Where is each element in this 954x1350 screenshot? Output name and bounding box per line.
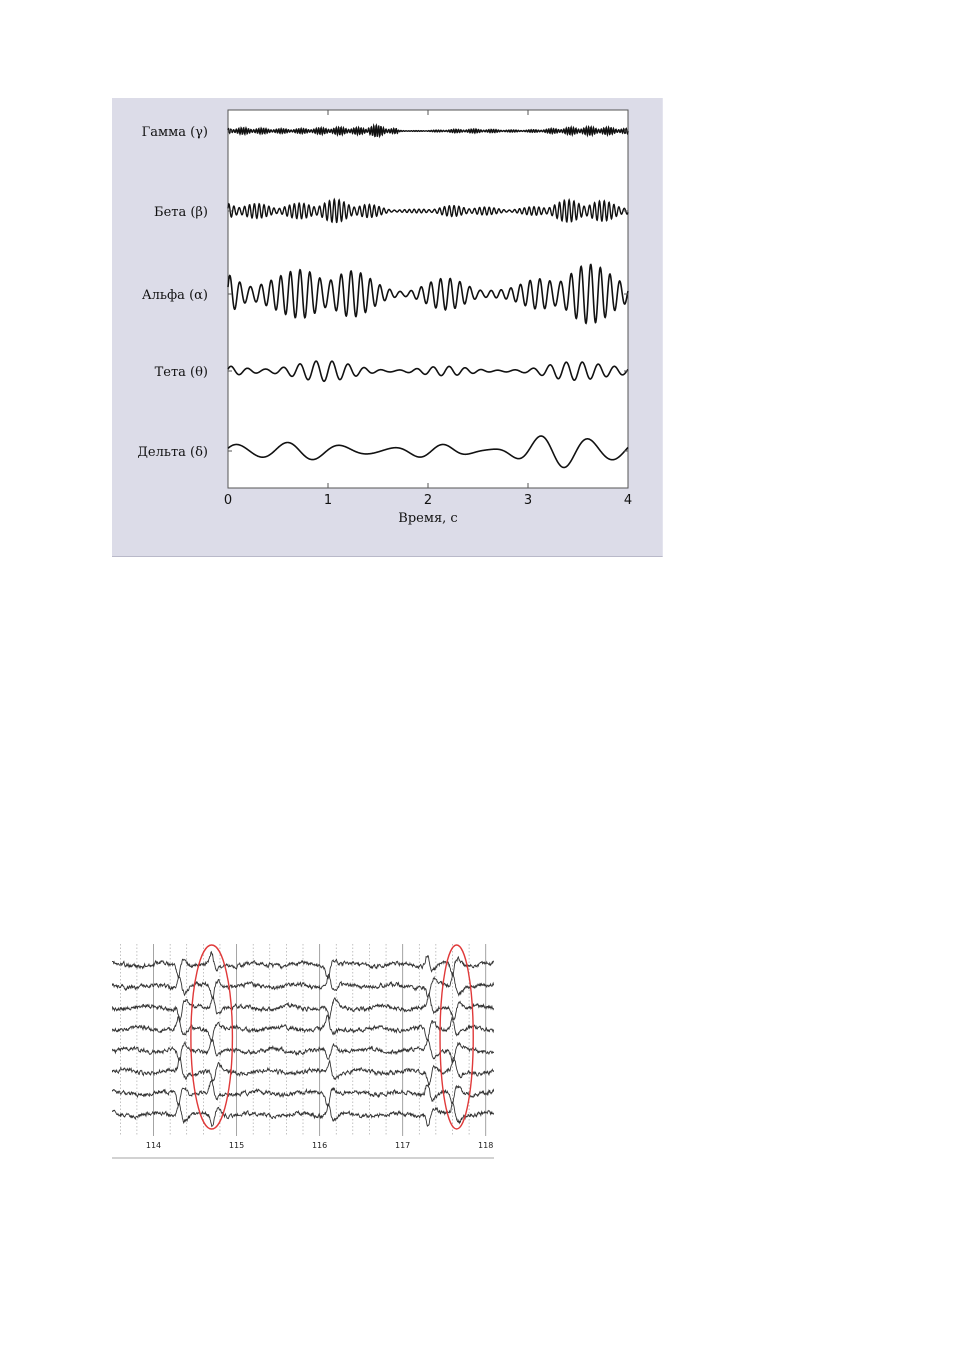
x-axis-label: Время, с bbox=[398, 511, 458, 526]
x-tick-label-1: 1 bbox=[323, 493, 333, 508]
eeg-rhythms-figure bbox=[112, 98, 663, 557]
spike-highlight-ellipse-2 bbox=[440, 945, 473, 1129]
x-tick-label-4: 118 bbox=[478, 1141, 494, 1150]
x-tick-label-0: 0 bbox=[223, 493, 233, 508]
x-tick-label-3: 117 bbox=[395, 1141, 411, 1150]
series-label-1: Гамма (γ) bbox=[141, 125, 208, 140]
x-tick-label-2: 116 bbox=[311, 1141, 328, 1150]
x-tick-label-1: 115 bbox=[228, 1141, 245, 1150]
series-label-5: Дельта (δ) bbox=[137, 445, 208, 460]
series-label-4: Тета (θ) bbox=[154, 365, 208, 380]
x-tick-label-4: 4 bbox=[623, 493, 633, 508]
eeg-rhythms-chart bbox=[112, 98, 662, 556]
spike-highlight-ellipse-1 bbox=[191, 945, 233, 1129]
x-tick-label-3: 3 bbox=[523, 493, 533, 508]
x-tick-label-2: 2 bbox=[423, 493, 433, 508]
series-label-3: Альфа (α) bbox=[141, 288, 208, 303]
series-label-2: Бета (β) bbox=[154, 205, 208, 220]
eeg-spike-recording-figure bbox=[112, 940, 494, 1160]
eeg-spike-chart bbox=[112, 940, 494, 1160]
x-tick-label-0: 114 bbox=[145, 1141, 162, 1150]
